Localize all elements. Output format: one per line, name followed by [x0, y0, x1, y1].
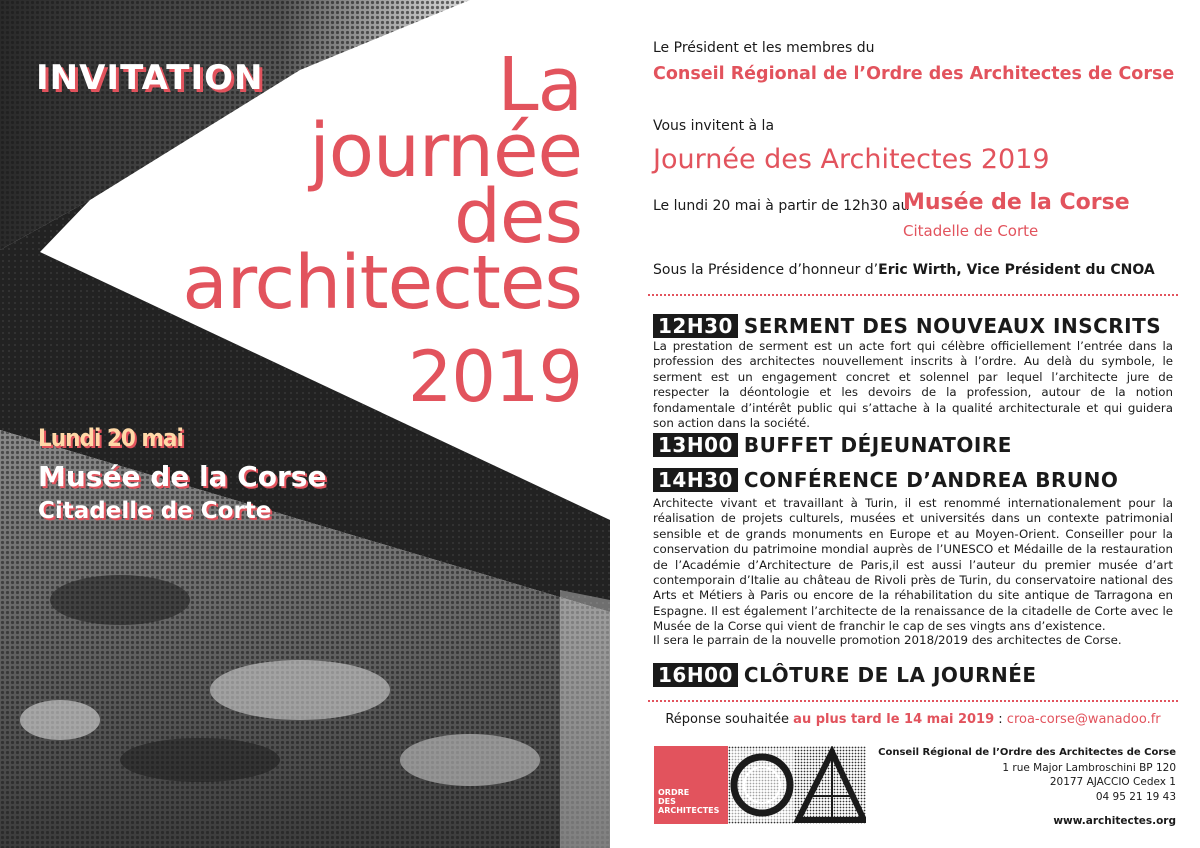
event-date-line: Le lundi 20 mai à partir de 12h30 au	[653, 198, 910, 214]
program-time: 14H30	[653, 468, 738, 492]
program-time: 12H30	[653, 314, 738, 338]
rsvp-deadline: au plus tard le 14 mai 2019	[793, 712, 995, 727]
event-venue-sub: Citadelle de Corte	[903, 222, 1039, 240]
honor-name: Eric Wirth, Vice Président du CNOA	[878, 262, 1155, 278]
program-item-cloture	[653, 663, 1037, 687]
title-line-des: des	[453, 174, 582, 260]
title-line-journee: journée	[309, 108, 582, 194]
poster-museum: Musée de la Corse	[38, 460, 327, 493]
poster-citadel: Citadelle de Corte	[38, 498, 272, 524]
rsvp-line	[648, 712, 1178, 727]
logo-text-line: ORDRE	[658, 788, 690, 797]
title-line-la: La	[497, 42, 582, 128]
program-item-serment	[653, 314, 1161, 338]
program-description-extra: Il sera le parrain de la nouvelle promotion 2018/2019 des architectes de Corse.	[653, 633, 1122, 647]
logo-oa-graphic	[728, 746, 866, 824]
invite-text: Vous invitent à la	[653, 118, 775, 134]
footer-city: 20177 AJACCIO Cedex 1	[1049, 776, 1176, 788]
title-line-architectes: architectes	[182, 240, 582, 326]
logo-text	[658, 788, 719, 815]
program-time: 16H00	[653, 663, 738, 687]
program-description: La prestation de serment est un acte fort qui célèbre officiellement l’entrée dans la profession des architectes nouvellement inscrits à l’ordre. Au delà du symbole, le serment est un engagement concret et solennel par lequel l’architecte jure de respecter la déontologie et les devoirs de la profession, autour de la notion fondamentale d’intérêt public qui s’attache à la qualité architecturale et qui guidera son action dans la société.	[653, 339, 1173, 431]
ordre-architectes-logo	[654, 746, 866, 824]
program-item-buffet	[653, 433, 1012, 457]
footer-website-link[interactable]: www.architectes.org	[1053, 815, 1176, 827]
logo-text-line: ARCHITECTES	[658, 806, 720, 815]
invitation-label: INVITATION	[36, 58, 264, 98]
program-title: SERMENT DES NOUVEAUX INSCRITS	[743, 314, 1162, 338]
program-description: Architecte vivant et travaillant à Turin, il est renommé internationalement pour la réalisation de projets culturels, musées et universités dans un contexte patrimonial sensible et de grands monuments en Europe et au Moyen-Orient. Conseiller pour la conservation du patrimoine mondial auprès de l’UNESCO et Médaille de la restauration de l’Académie d’Architecture de Paris,il est aussi l’auteur du premier musée d’art contemporain d’Italie au château de Rivoli près de Turin, du conservatoire national des Arts et Métiers à Paris ou encore de la réhabilitation du site antique de Tarragona en Espagne. Il est également l’architecte de la renaissance de la citadelle de Corte avec le Musée de la Corse qui vient de franchir le cap de ses vingts ans d’existence.	[653, 496, 1173, 634]
honor-line	[653, 262, 1155, 278]
title-year: 2019	[407, 336, 582, 418]
rsvp-email-link[interactable]: croa-corse@wanadoo.fr	[1006, 712, 1161, 727]
program-time: 13H00	[653, 433, 738, 457]
program-title: CLÔTURE DE LA JOURNÉE	[743, 663, 1037, 687]
event-title: Journée des Architectes 2019	[653, 144, 1050, 175]
rsvp-separator: :	[994, 712, 1007, 727]
council-name: Conseil Régional de l’Ordre des Architectes de Corse	[653, 64, 1175, 84]
invitation-details	[648, 0, 1178, 848]
footer-street: 1 rue Major Lambroschini BP 120	[1002, 761, 1176, 774]
logo-text-line: DES	[658, 797, 676, 806]
program-title: BUFFET DÉJEUNATOIRE	[743, 433, 1012, 457]
footer-phone: 04 95 21 19 43	[1095, 790, 1176, 803]
honor-prefix: Sous la Présidence d’honneur d’	[653, 262, 879, 278]
event-venue: Musée de la Corse	[903, 190, 1130, 215]
divider	[648, 294, 1178, 296]
intro-text: Le Président et les membres du	[653, 40, 875, 56]
footer-org: Conseil Régional de l’Ordre des Architectes de Corse	[878, 747, 1176, 758]
program-item-conference	[653, 468, 1118, 492]
rsvp-prefix: Réponse souhaitée	[665, 712, 790, 727]
divider	[648, 700, 1178, 702]
poster-date: Lundi 20 mai	[38, 424, 183, 452]
program-title: CONFÉRENCE D’ANDREA BRUNO	[743, 468, 1119, 492]
footer-address	[878, 746, 1176, 829]
poster-title	[182, 42, 582, 418]
